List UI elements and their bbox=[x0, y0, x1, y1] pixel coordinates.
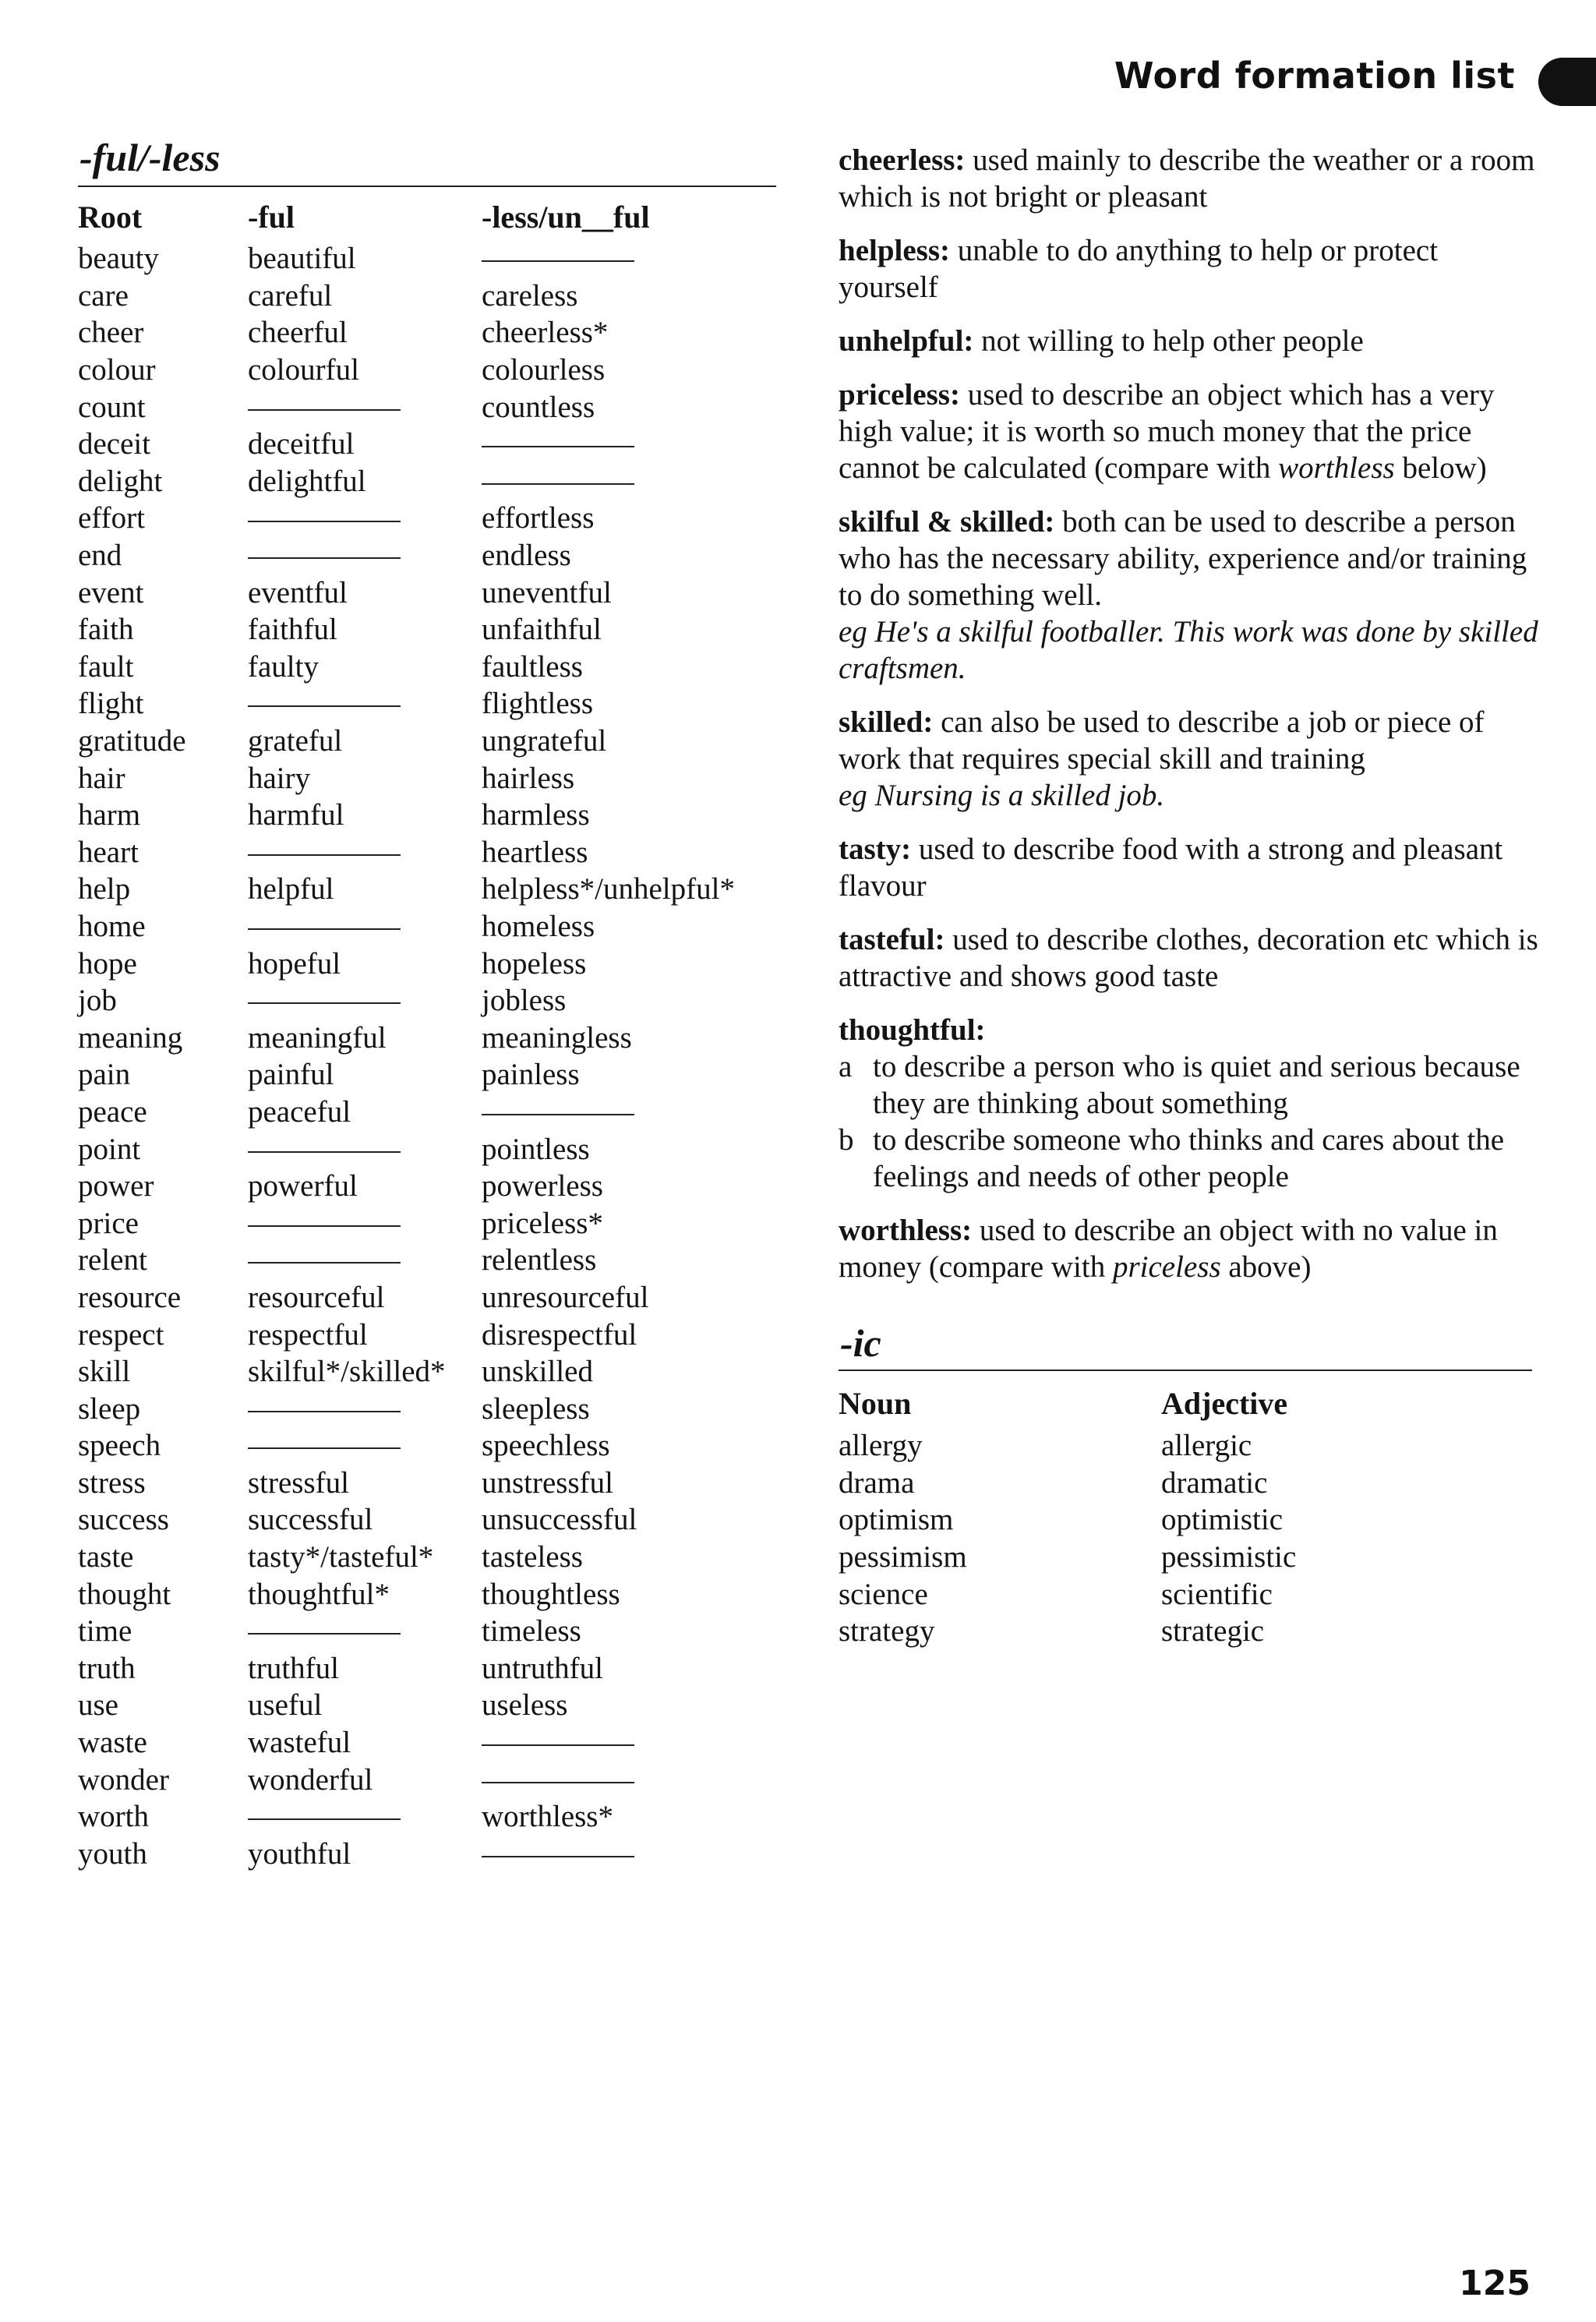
cell-root: hair bbox=[78, 761, 125, 795]
ful-less-section bbox=[78, 134, 779, 1872]
definition-entry bbox=[839, 376, 1540, 486]
column-header-ful: -ful bbox=[248, 199, 295, 235]
cell-root: peace bbox=[78, 1094, 147, 1129]
cell-root: power bbox=[78, 1169, 154, 1203]
definition-entry bbox=[839, 504, 1540, 687]
table-row bbox=[78, 1575, 778, 1613]
cell-root: gratitude bbox=[78, 724, 186, 758]
cell-root: worth bbox=[78, 1800, 149, 1834]
blank-line-rule bbox=[248, 928, 401, 930]
column-header-noun: Noun bbox=[839, 1385, 912, 1421]
cell-root: harm bbox=[78, 798, 141, 832]
cell-less: thoughtless bbox=[482, 1577, 620, 1611]
cell-ful: helpful bbox=[248, 872, 334, 907]
table-row bbox=[78, 1390, 778, 1427]
cell-less: painless bbox=[482, 1058, 580, 1092]
definition-sub-item bbox=[839, 1048, 1540, 1122]
cell-less: unsuccessful bbox=[482, 1503, 637, 1537]
cell-less: useless bbox=[482, 1688, 568, 1723]
cell-root: skill bbox=[78, 1355, 131, 1389]
page-number: 125 bbox=[1459, 2264, 1531, 2303]
cell-less: priceless* bbox=[482, 1206, 603, 1240]
blank-line bbox=[248, 1427, 482, 1465]
cell-less: timeless bbox=[482, 1614, 581, 1649]
cell-noun: pessimism bbox=[839, 1540, 967, 1575]
table-row bbox=[78, 1427, 778, 1465]
cell-ful: meaningful bbox=[248, 1020, 387, 1055]
blank-line bbox=[482, 1724, 778, 1762]
definition-text: used to describe an object which has a very high value; it is worth so much money that the price cannot be calculated (compare with bbox=[839, 378, 1495, 485]
cell-less: flightless bbox=[482, 687, 593, 721]
blank-line bbox=[248, 500, 482, 537]
table-row bbox=[78, 1316, 778, 1353]
definitions-section bbox=[839, 142, 1540, 1650]
cell-ful: wasteful bbox=[248, 1726, 351, 1760]
definition-text-tail: above) bbox=[1220, 1250, 1312, 1284]
table-row bbox=[78, 537, 778, 574]
cell-less: tasteless bbox=[482, 1540, 583, 1575]
table-row bbox=[78, 1465, 778, 1502]
cell-root: care bbox=[78, 278, 129, 313]
cell-less: jobless bbox=[482, 984, 567, 1018]
blank-line bbox=[248, 685, 482, 723]
table-row bbox=[78, 1761, 778, 1798]
cell-ful: tasty*/tasteful* bbox=[248, 1540, 434, 1575]
definition-list bbox=[839, 142, 1540, 995]
definition-text: can also be used to describe a job or piece of work that requires special skill and training bbox=[839, 705, 1485, 776]
cell-less: sleepless bbox=[482, 1391, 590, 1426]
cell-root: home bbox=[78, 909, 146, 943]
cell-root: resource bbox=[78, 1280, 182, 1314]
cell-ful: deceitful bbox=[248, 427, 355, 461]
table-row bbox=[839, 1465, 1473, 1502]
cell-ful: careful bbox=[248, 278, 333, 313]
cell-root: time bbox=[78, 1614, 132, 1649]
cell-root: event bbox=[78, 575, 144, 610]
table-row bbox=[78, 649, 778, 686]
table-row bbox=[78, 388, 778, 426]
cell-less: careless bbox=[482, 278, 578, 313]
blank-line bbox=[248, 908, 482, 945]
table-row bbox=[78, 1056, 778, 1094]
blank-line-rule bbox=[248, 1818, 401, 1820]
cell-root: help bbox=[78, 872, 131, 907]
cell-noun: optimism bbox=[839, 1503, 954, 1537]
cell-root: delight bbox=[78, 464, 163, 498]
definition-entry-worthless bbox=[839, 1212, 1540, 1285]
definition-entry bbox=[839, 831, 1540, 904]
blank-line-rule bbox=[248, 1151, 401, 1153]
cell-ful: beautiful bbox=[248, 242, 356, 276]
cell-less: speechless bbox=[482, 1429, 610, 1463]
section-title-ful-less: -ful/-less bbox=[79, 136, 221, 179]
blank-line bbox=[248, 1390, 482, 1427]
table-row bbox=[78, 1130, 778, 1168]
definition-entry bbox=[839, 232, 1540, 306]
table-row bbox=[78, 1798, 778, 1836]
table-header-row bbox=[839, 1379, 1473, 1427]
blank-line-rule bbox=[248, 1633, 401, 1635]
blank-line-rule bbox=[248, 521, 401, 522]
cell-root: relent bbox=[78, 1243, 147, 1278]
cell-root: beauty bbox=[78, 242, 159, 276]
definition-entry bbox=[839, 921, 1540, 995]
ful-less-table bbox=[78, 193, 778, 1872]
cell-root: cheer bbox=[78, 316, 144, 350]
blank-line bbox=[482, 426, 778, 463]
cell-less: disrespectful bbox=[482, 1317, 637, 1352]
ic-table bbox=[839, 1379, 1473, 1650]
cell-ful: hopeful bbox=[248, 946, 341, 981]
cell-root: meaning bbox=[78, 1020, 183, 1055]
cell-ful: harmful bbox=[248, 798, 344, 832]
table-row bbox=[78, 723, 778, 760]
cell-root: heart bbox=[78, 835, 139, 869]
cell-less: effortless bbox=[482, 501, 595, 535]
table-row bbox=[78, 500, 778, 537]
blank-line bbox=[248, 834, 482, 871]
definition-term: skilled: bbox=[839, 705, 934, 739]
cell-less: powerless bbox=[482, 1169, 603, 1203]
table-row bbox=[78, 871, 778, 908]
cell-less: relentless bbox=[482, 1243, 597, 1278]
cell-root: end bbox=[78, 539, 122, 573]
blank-line-rule bbox=[248, 1262, 401, 1263]
blank-line-rule bbox=[248, 705, 401, 707]
cell-adjective: pessimistic bbox=[1161, 1540, 1297, 1575]
cell-less: unfaithful bbox=[482, 613, 602, 647]
table-row bbox=[78, 685, 778, 723]
definition-italic: worthless bbox=[1278, 451, 1395, 485]
cell-ful: resourceful bbox=[248, 1280, 385, 1314]
blank-line-rule bbox=[482, 446, 634, 447]
blank-line-rule bbox=[482, 1744, 634, 1746]
blank-line-rule bbox=[248, 1411, 401, 1412]
blank-line bbox=[248, 1242, 482, 1279]
definition-example: eg He's a skilful footballer. This work was done by skilled craftsmen. bbox=[839, 615, 1538, 685]
cell-root: respect bbox=[78, 1317, 164, 1352]
cell-less: pointless bbox=[482, 1132, 590, 1166]
table-row bbox=[78, 1279, 778, 1317]
table-row bbox=[78, 352, 778, 389]
cell-less: unresourceful bbox=[482, 1280, 649, 1314]
ic-table-body bbox=[839, 1427, 1473, 1650]
table-row bbox=[78, 759, 778, 797]
column-header-adjective: Adjective bbox=[1161, 1385, 1288, 1421]
table-row bbox=[78, 574, 778, 611]
table-row bbox=[839, 1575, 1473, 1613]
blank-line bbox=[248, 982, 482, 1020]
definition-entry-thoughtful bbox=[839, 1012, 1540, 1195]
cell-less: countless bbox=[482, 390, 595, 424]
table-row bbox=[78, 1094, 778, 1131]
cell-less: homeless bbox=[482, 909, 595, 943]
ful-less-table-body bbox=[78, 240, 778, 1872]
blank-line-rule bbox=[482, 260, 634, 262]
cell-root: success bbox=[78, 1503, 169, 1537]
definition-text: used to describe food with a strong and pleasant flavour bbox=[839, 832, 1503, 903]
cell-root: colour bbox=[78, 353, 156, 387]
cell-root: pain bbox=[78, 1058, 131, 1092]
cell-ful: powerful bbox=[248, 1169, 358, 1203]
cell-root: stress bbox=[78, 1465, 146, 1500]
blank-line bbox=[482, 1761, 778, 1798]
table-row bbox=[78, 426, 778, 463]
cell-ful: successful bbox=[248, 1503, 373, 1537]
blank-line bbox=[248, 1204, 482, 1242]
cell-root: taste bbox=[78, 1540, 134, 1575]
cell-adjective: strategic bbox=[1161, 1614, 1265, 1649]
definition-term: tasteful: bbox=[839, 923, 945, 956]
cell-ful: cheerful bbox=[248, 316, 348, 350]
cell-ful: painful bbox=[248, 1058, 334, 1092]
blank-line-rule bbox=[248, 409, 401, 411]
definition-text: both can be used to describe a person who has the necessary ability, experience and/or training to do something well. bbox=[839, 505, 1527, 612]
cell-noun: allergy bbox=[839, 1429, 923, 1463]
cell-root: deceit bbox=[78, 427, 151, 461]
cell-less: meaningless bbox=[482, 1020, 632, 1055]
cell-less: harmless bbox=[482, 798, 590, 832]
cell-less: helpless*/unhelpful* bbox=[482, 872, 735, 907]
table-row bbox=[78, 1687, 778, 1724]
cell-ful: skilful*/skilled* bbox=[248, 1355, 446, 1389]
cell-root: flight bbox=[78, 687, 144, 721]
definition-term: unhelpful: bbox=[839, 324, 974, 358]
definition-term: cheerless: bbox=[839, 143, 966, 177]
cell-ful: useful bbox=[248, 1688, 323, 1723]
cell-ful: faulty bbox=[248, 649, 319, 684]
table-row bbox=[839, 1613, 1473, 1650]
table-row bbox=[78, 797, 778, 834]
table-row bbox=[78, 1353, 778, 1391]
sub-item-letter: a bbox=[839, 1050, 853, 1083]
cell-ful: youthful bbox=[248, 1836, 351, 1871]
table-row bbox=[78, 1168, 778, 1205]
table-row bbox=[78, 1501, 778, 1539]
definition-text-tail: below) bbox=[1394, 451, 1487, 485]
cell-noun: drama bbox=[839, 1465, 915, 1500]
section-title-ic: -ic bbox=[840, 1321, 881, 1365]
cell-adjective: dramatic bbox=[1161, 1465, 1268, 1500]
sub-item-letter: b bbox=[839, 1123, 854, 1157]
blank-line bbox=[482, 463, 778, 500]
cell-root: use bbox=[78, 1688, 118, 1723]
cell-less: endless bbox=[482, 539, 571, 573]
cell-root: hope bbox=[78, 946, 137, 981]
definition-text: used mainly to describe the weather or a room which is not bright or pleasant bbox=[839, 143, 1535, 214]
table-row bbox=[839, 1501, 1473, 1539]
cell-adjective: allergic bbox=[1161, 1429, 1252, 1463]
cell-less: unstressful bbox=[482, 1465, 613, 1500]
cell-ful: respectful bbox=[248, 1317, 368, 1352]
cell-root: youth bbox=[78, 1836, 147, 1871]
cell-ful: faithful bbox=[248, 613, 337, 647]
table-row bbox=[839, 1427, 1473, 1465]
definition-text: used to describe clothes, decoration etc which is attractive and shows good taste bbox=[839, 923, 1538, 993]
section-rule bbox=[78, 186, 776, 187]
definition-term: skilful & skilled: bbox=[839, 505, 1055, 539]
definition-entry bbox=[839, 142, 1540, 215]
table-row bbox=[78, 314, 778, 352]
table-row bbox=[78, 240, 778, 277]
table-row bbox=[78, 1836, 778, 1873]
cell-ful: stressful bbox=[248, 1465, 349, 1500]
cell-root: speech bbox=[78, 1429, 161, 1463]
cell-less: ungrateful bbox=[482, 724, 607, 758]
cell-ful: peaceful bbox=[248, 1094, 351, 1129]
blank-line-rule bbox=[482, 1856, 634, 1857]
cell-less: untruthful bbox=[482, 1651, 603, 1685]
definition-term: priceless: bbox=[839, 378, 960, 412]
column-header-less: -less/un__ful bbox=[482, 199, 650, 235]
table-row bbox=[78, 945, 778, 982]
cell-adjective: optimistic bbox=[1161, 1503, 1283, 1537]
table-row bbox=[78, 1613, 778, 1650]
cell-root: faith bbox=[78, 613, 134, 647]
cell-ful: truthful bbox=[248, 1651, 339, 1685]
cell-root: price bbox=[78, 1206, 139, 1240]
cell-root: point bbox=[78, 1132, 141, 1166]
table-row bbox=[78, 1019, 778, 1056]
definition-term: worthless: bbox=[839, 1214, 973, 1247]
cell-root: job bbox=[78, 984, 117, 1018]
cell-noun: strategy bbox=[839, 1614, 935, 1649]
table-row bbox=[839, 1539, 1473, 1576]
column-header-root: Root bbox=[78, 199, 143, 235]
sub-item-text: to describe someone who thinks and cares about the feelings and needs of other people bbox=[873, 1123, 1505, 1193]
cell-less: worthless* bbox=[482, 1800, 613, 1834]
cell-ful: colourful bbox=[248, 353, 359, 387]
thumb-tab-marker bbox=[1538, 58, 1596, 106]
cell-less: heartless bbox=[482, 835, 588, 869]
blank-line bbox=[248, 537, 482, 574]
blank-line bbox=[248, 1798, 482, 1836]
blank-line bbox=[248, 388, 482, 426]
blank-line-rule bbox=[482, 483, 634, 485]
cell-root: wonder bbox=[78, 1762, 169, 1797]
cell-root: count bbox=[78, 390, 146, 424]
blank-line bbox=[248, 1130, 482, 1168]
table-header-row bbox=[78, 193, 778, 240]
definition-entry bbox=[839, 704, 1540, 814]
cell-ful: delightful bbox=[248, 464, 366, 498]
definition-text: unable to do anything to help or protect yourself bbox=[839, 234, 1439, 304]
definition-term: thoughtful: bbox=[839, 1013, 986, 1047]
cell-root: fault bbox=[78, 649, 134, 684]
cell-ful: wonderful bbox=[248, 1762, 373, 1797]
cell-root: waste bbox=[78, 1726, 147, 1760]
table-row bbox=[78, 1724, 778, 1762]
definition-term: helpless: bbox=[839, 234, 951, 267]
table-row bbox=[78, 908, 778, 945]
cell-root: truth bbox=[78, 1651, 136, 1685]
cell-adjective: scientific bbox=[1161, 1577, 1273, 1611]
blank-line-rule bbox=[248, 1225, 401, 1227]
blank-line-rule bbox=[248, 557, 401, 559]
cell-less: uneventful bbox=[482, 575, 612, 610]
blank-line-rule bbox=[248, 1002, 401, 1004]
definition-text: not willing to help other people bbox=[973, 324, 1364, 358]
definition-term: tasty: bbox=[839, 832, 912, 866]
cell-less: faultless bbox=[482, 649, 583, 684]
table-row bbox=[78, 834, 778, 871]
table-row bbox=[78, 277, 778, 315]
blank-line-rule bbox=[482, 1782, 634, 1783]
table-row bbox=[78, 1539, 778, 1576]
table-row bbox=[78, 1650, 778, 1688]
cell-root: thought bbox=[78, 1577, 171, 1611]
ic-section bbox=[839, 1320, 1540, 1650]
table-row bbox=[78, 1204, 778, 1242]
cell-ful: eventful bbox=[248, 575, 348, 610]
cell-less: cheerless* bbox=[482, 316, 609, 350]
definition-entry bbox=[839, 323, 1540, 359]
blank-line bbox=[482, 1836, 778, 1873]
blank-line bbox=[248, 1613, 482, 1650]
cell-less: colourless bbox=[482, 353, 606, 387]
definition-text: used to describe an object with no value in money (compare with bbox=[839, 1214, 1498, 1284]
cell-ful: thoughtful* bbox=[248, 1577, 390, 1611]
cell-noun: science bbox=[839, 1577, 928, 1611]
cell-root: sleep bbox=[78, 1391, 141, 1426]
sub-item-text: to describe a person who is quiet and serious because they are thinking about something bbox=[873, 1050, 1520, 1120]
table-row bbox=[78, 463, 778, 500]
definition-sub-item bbox=[839, 1122, 1540, 1195]
running-header: Word formation list bbox=[1114, 55, 1515, 97]
cell-less: hairless bbox=[482, 761, 575, 795]
cell-root: effort bbox=[78, 501, 145, 535]
blank-line-rule bbox=[248, 854, 401, 856]
blank-line bbox=[482, 1094, 778, 1131]
definition-italic: priceless bbox=[1112, 1250, 1221, 1284]
section-rule bbox=[839, 1370, 1532, 1371]
blank-line-rule bbox=[482, 1114, 634, 1115]
cell-ful: grateful bbox=[248, 724, 343, 758]
table-row bbox=[78, 611, 778, 649]
blank-line bbox=[482, 240, 778, 277]
cell-less: unskilled bbox=[482, 1355, 593, 1389]
blank-line-rule bbox=[248, 1447, 401, 1449]
table-row bbox=[78, 982, 778, 1020]
definition-example: eg Nursing is a skilled job. bbox=[839, 779, 1165, 812]
cell-ful: hairy bbox=[248, 761, 311, 795]
cell-less: hopeless bbox=[482, 946, 587, 981]
table-row bbox=[78, 1242, 778, 1279]
